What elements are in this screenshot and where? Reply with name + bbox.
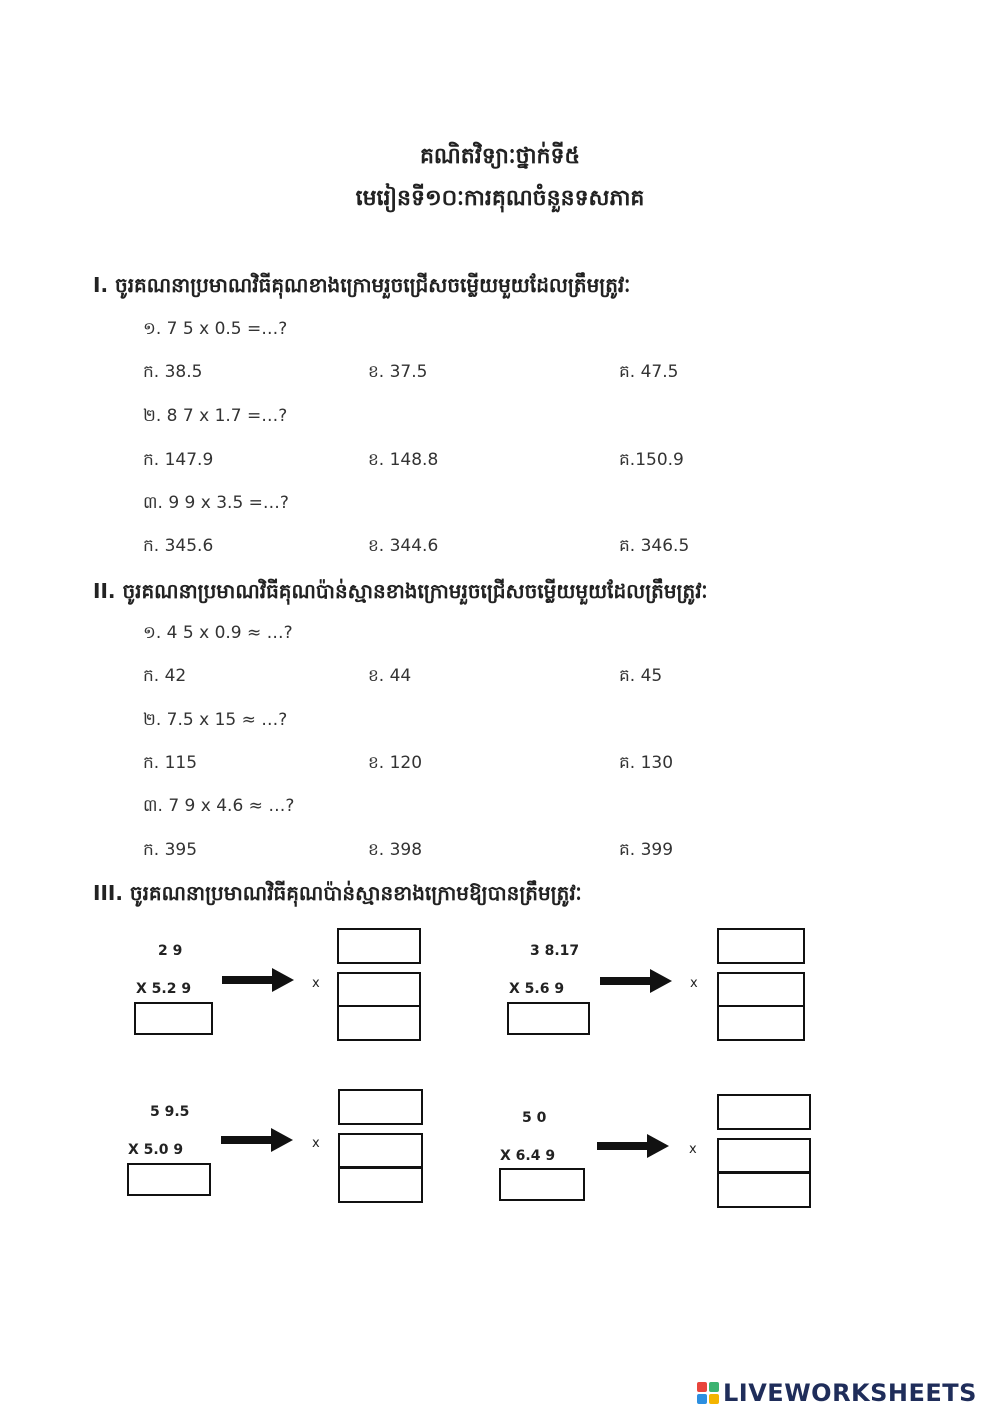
p2-estimate-box-2[interactable] — [717, 972, 805, 1007]
logo-square-blue — [697, 1394, 707, 1404]
page-title: គណិតវិទ្យាៈថ្នាក់ទី៥ — [419, 144, 581, 169]
s2-q1-option-a[interactable]: ក. 42 — [143, 666, 187, 686]
p2-answer-box[interactable] — [507, 1002, 590, 1035]
s1-q2-prompt: ២. 8 7 x 1.7 =…? — [143, 406, 288, 426]
p4-estimate-box-3[interactable] — [717, 1172, 811, 1208]
s1-q1-option-c[interactable]: គ. 47.5 — [619, 362, 679, 382]
s2-q2-option-a[interactable]: ក. 115 — [143, 753, 198, 773]
s1-q2-option-c[interactable]: គ.150.9 — [619, 450, 684, 470]
s1-q2-option-b[interactable]: ខ. 148.8 — [368, 450, 439, 470]
s2-q3-option-c[interactable]: គ. 399 — [619, 840, 674, 860]
p3-answer-box[interactable] — [127, 1163, 211, 1196]
s2-q1-option-b[interactable]: ខ. 44 — [368, 666, 412, 686]
p3-bottom-number: X 5.0 9 — [128, 1142, 184, 1158]
s2-q3-option-a[interactable]: ក. 395 — [143, 840, 198, 860]
p1-answer-box[interactable] — [134, 1002, 213, 1035]
p3-times-sign: x — [312, 1136, 320, 1151]
logo-text: LIVEWORKSHEETS — [723, 1379, 977, 1407]
p4-times-sign: x — [689, 1142, 697, 1157]
s2-q2-option-b[interactable]: ខ. 120 — [368, 753, 423, 773]
s1-q3-option-b[interactable]: ខ. 344.6 — [368, 536, 439, 556]
p1-estimate-box-1[interactable] — [337, 928, 421, 964]
logo-square-red — [697, 1382, 707, 1392]
liveworksheets-logo-icon — [697, 1382, 719, 1404]
s2-q1-prompt: ១. 4 5 x 0.9 ≈ …? — [143, 623, 293, 643]
s1-q3-option-a[interactable]: ក. 345.6 — [143, 536, 214, 556]
section-1-heading: I. ចូរគណនាប្រមាណវិធីគុណខាងក្រោមរួចជ្រើសចម្លើយមួយដែលត្រឹមត្រូវៈ — [93, 273, 631, 297]
p1-arrow-icon — [222, 967, 294, 993]
logo-square-green — [709, 1382, 719, 1392]
p4-estimate-box-2[interactable] — [717, 1138, 811, 1173]
p4-arrow-icon — [597, 1133, 669, 1159]
p3-estimate-box-2[interactable] — [338, 1133, 423, 1168]
p3-estimate-box-1[interactable] — [338, 1089, 423, 1125]
section-2-heading: II. ចូរគណនាប្រមាណវិធីគុណប៉ាន់ស្មានខាងក្រោមរួចជ្រើសចម្លើយមួយដែលត្រឹមត្រូវៈ — [93, 579, 708, 603]
p4-top-number: 5 0 — [522, 1110, 547, 1126]
s2-q2-prompt: ២. 7.5 x 15 ≈ …? — [143, 710, 288, 730]
logo-square-yellow — [709, 1394, 719, 1404]
s1-q3-prompt: ៣. 9 9 x 3.5 =…? — [143, 493, 289, 513]
p2-bottom-number: X 5.6 9 — [509, 981, 565, 997]
p2-top-number: 3 8.17 — [530, 943, 580, 959]
p2-arrow-icon — [600, 968, 672, 994]
s1-q2-option-a[interactable]: ក. 147.9 — [143, 450, 214, 470]
p2-times-sign: x — [690, 976, 698, 991]
p3-top-number: 5 9.5 — [150, 1104, 190, 1120]
lesson-title: មេរៀនទី១០ៈការគុណចំនួនទសភាគ — [355, 186, 645, 211]
p3-arrow-icon — [221, 1127, 293, 1153]
p1-bottom-number: X 5.2 9 — [136, 981, 192, 997]
section-3-heading: III. ចូរគណនាប្រមាណវិធីគុណប៉ាន់ស្មានខាងក្រោមឱ្យបានត្រឹមត្រូវៈ — [93, 881, 582, 905]
p1-top-number: 2 9 — [158, 943, 183, 959]
s1-q3-option-c[interactable]: គ. 346.5 — [619, 536, 690, 556]
p1-times-sign: x — [312, 976, 320, 991]
p2-estimate-box-1[interactable] — [717, 928, 805, 964]
p4-estimate-box-1[interactable] — [717, 1094, 811, 1130]
s1-q1-prompt: ១. 7 5 x 0.5 =…? — [143, 319, 288, 339]
p3-estimate-box-3[interactable] — [338, 1167, 423, 1203]
p4-bottom-number: X 6.4 9 — [500, 1148, 556, 1164]
p1-estimate-box-2[interactable] — [337, 972, 421, 1007]
s2-q3-prompt: ៣. 7 9 x 4.6 ≈ …? — [143, 796, 295, 816]
s2-q3-option-b[interactable]: ខ. 398 — [368, 840, 423, 860]
s1-q1-option-a[interactable]: ក. 38.5 — [143, 362, 203, 382]
s1-q1-option-b[interactable]: ខ. 37.5 — [368, 362, 428, 382]
s2-q1-option-c[interactable]: គ. 45 — [619, 666, 663, 686]
p1-estimate-box-3[interactable] — [337, 1005, 421, 1041]
p4-answer-box[interactable] — [499, 1168, 585, 1201]
liveworksheets-logo[interactable] — [697, 1377, 977, 1409]
s2-q2-option-c[interactable]: គ. 130 — [619, 753, 674, 773]
p2-estimate-box-3[interactable] — [717, 1005, 805, 1041]
